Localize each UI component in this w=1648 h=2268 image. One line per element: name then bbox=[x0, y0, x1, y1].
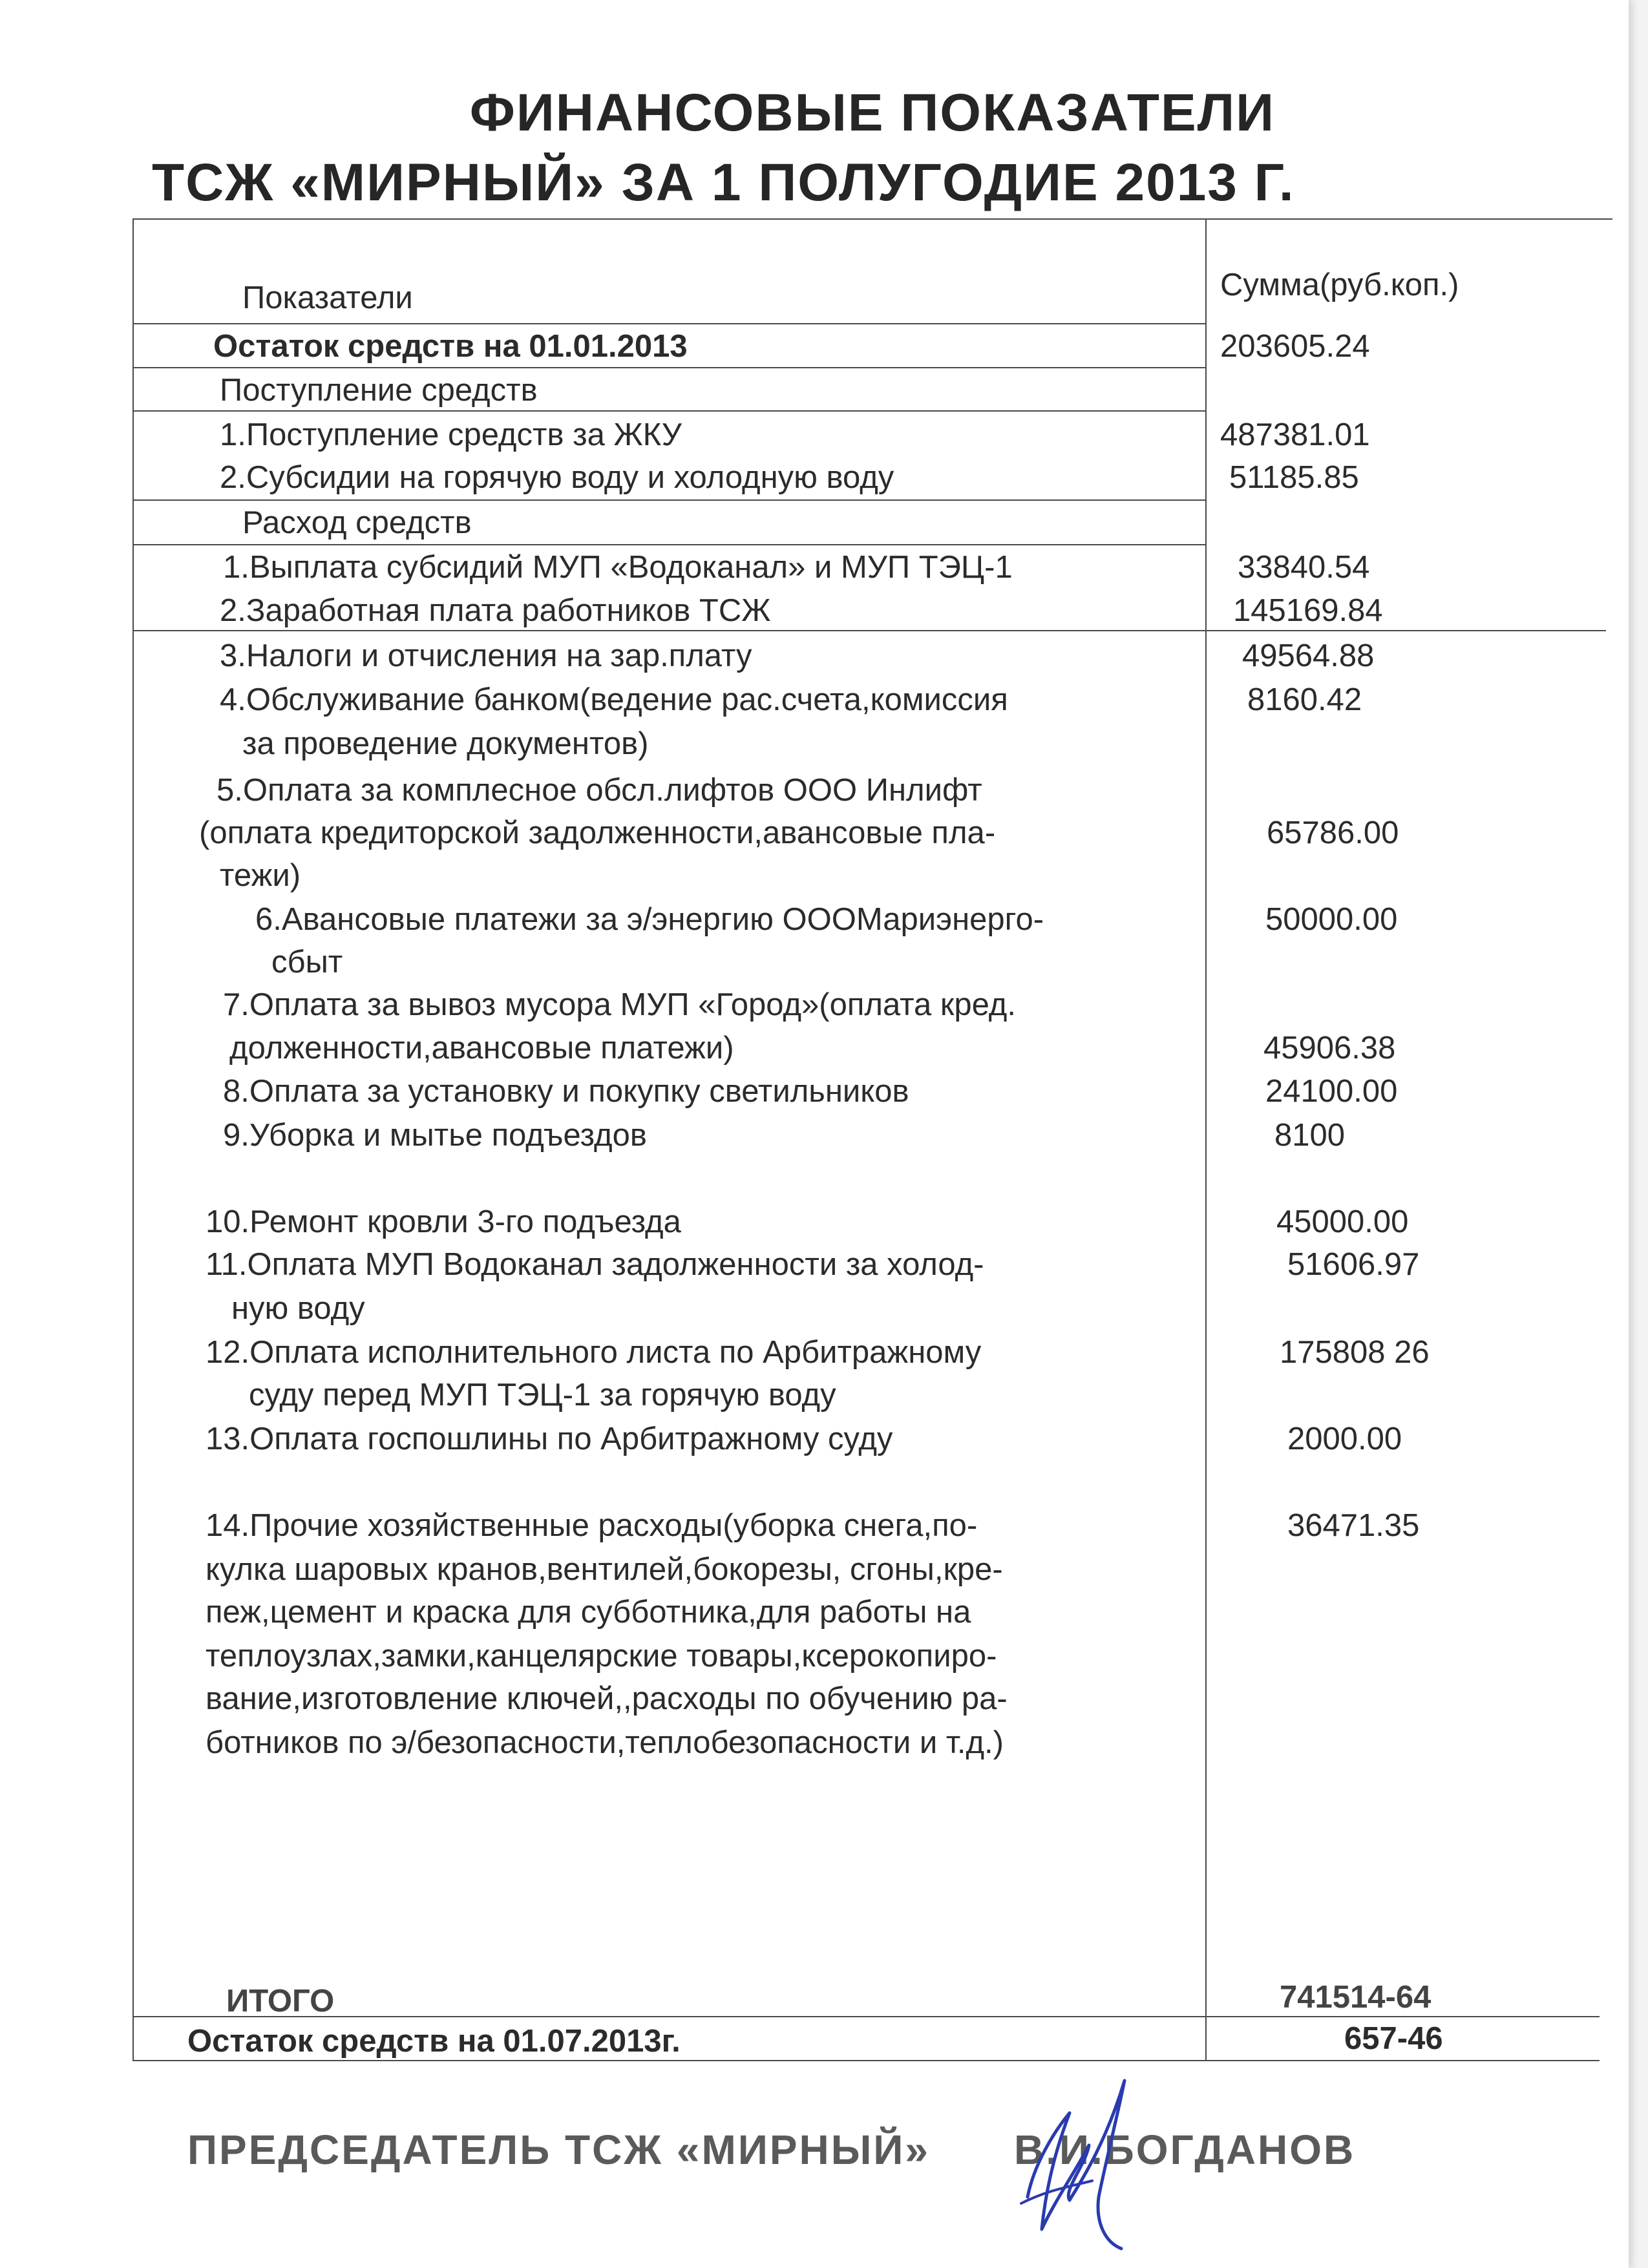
row-border bbox=[132, 499, 1205, 501]
signatory-position: ПРЕДСЕДАТЕЛЬ ТСЖ «МИРНЫЙ» bbox=[187, 2126, 930, 2173]
expense-item-value: 49564.88 bbox=[1242, 638, 1375, 673]
expense-item-value: 2000.00 bbox=[1287, 1422, 1402, 1456]
expense-item-label-cont: ную воду bbox=[231, 1291, 365, 1326]
closing-balance-value: 657-46 bbox=[1344, 2021, 1443, 2056]
total-value: 741514-64 bbox=[1280, 1980, 1431, 2015]
income-item-label: 1.Поступление средств за ЖКУ bbox=[220, 417, 682, 452]
expense-item-label-cont: пеж,цемент и краска для субботника,для работы на bbox=[206, 1595, 971, 1630]
expense-item-label: 10.Ремонт кровли 3-го подъезда bbox=[206, 1204, 681, 1239]
expense-item-value: 24100.00 bbox=[1265, 1074, 1398, 1109]
expense-item-value: 8160.42 bbox=[1247, 682, 1362, 717]
expense-item-value: 8100 bbox=[1274, 1118, 1346, 1153]
expense-item-value: 175808 26 bbox=[1280, 1335, 1430, 1370]
expense-item-label-cont: долженности,авансовые платежи) bbox=[229, 1031, 734, 1066]
opening-balance-label: Остаток средств на 01.01.2013 bbox=[213, 329, 688, 364]
income-item-value: 51185.85 bbox=[1229, 460, 1359, 495]
column-divider bbox=[1205, 218, 1207, 2060]
expense-item-label-cont: ботников по э/безопасности,теплобезопасности и т.д.) bbox=[206, 1725, 1004, 1760]
expense-item-label: 5.Оплата за комплесное обсл.лифтов ООО Инлифт bbox=[217, 773, 982, 808]
expense-item-label: 4.Обслуживание банком(ведение рас.счета,комиссия bbox=[220, 682, 1008, 717]
expense-item-label-cont: сбыт bbox=[271, 945, 343, 980]
expense-item-label: 9.Уборка и мытье подъездов bbox=[223, 1118, 647, 1153]
expense-item-label-cont: теплоузлах,замки,канцелярские товары,ксерокопиро- bbox=[206, 1639, 997, 1674]
income-item-value: 487381.01 bbox=[1220, 417, 1370, 452]
column-header-sum: Сумма(руб.коп.) bbox=[1220, 268, 1459, 302]
expense-item-value: 36471.35 bbox=[1287, 1508, 1420, 1543]
expense-item-label: 11.Оплата МУП Водоканал задолженности за холод- bbox=[206, 1247, 984, 1282]
expense-item-value: 50000.00 bbox=[1265, 902, 1398, 937]
expense-item-value: 145169.84 bbox=[1233, 593, 1383, 628]
header-row-border bbox=[132, 323, 1205, 324]
column-header-indicators: Показатели bbox=[242, 280, 413, 315]
expense-item-value: 65786.00 bbox=[1267, 815, 1399, 850]
expense-item-label-cont: (оплата кредиторской задолженности,авансовые пла- bbox=[199, 815, 996, 850]
expense-item-label: 2.Заработная плата работников ТСЖ bbox=[220, 593, 771, 628]
expense-item-label: 1.Выплата субсидий МУП «Водоканал» и МУП ТЭЦ-1 bbox=[223, 550, 1013, 585]
expense-item-value: 45906.38 bbox=[1263, 1031, 1396, 1066]
document-title-line1: ФИНАНСОВЫЕ ПОКАЗАТЕЛИ bbox=[469, 83, 1276, 142]
total-label: ИТОГО bbox=[226, 1984, 335, 2019]
expense-item-label: 12.Оплата исполнительного листа по Арбитражному bbox=[206, 1335, 982, 1370]
expense-item-value: 45000.00 bbox=[1276, 1204, 1409, 1239]
expense-item-label: 8.Оплата за установку и покупку светильников bbox=[223, 1074, 909, 1109]
signatory-name: В.И.БОГДАНОВ bbox=[1013, 2126, 1356, 2173]
opening-balance-value: 203605.24 bbox=[1220, 329, 1370, 364]
expense-item-label: 13.Оплата госпошлины по Арбитражному суду bbox=[206, 1422, 893, 1456]
row-border bbox=[132, 544, 1205, 545]
signatory-line bbox=[187, 2126, 1355, 2174]
expense-item-label-cont: кулка шаровых кранов,вентилей,бокорезы, сгоны,кре- bbox=[206, 1552, 1003, 1587]
expense-item-value: 51606.97 bbox=[1287, 1247, 1420, 1282]
expense-item-label-cont: вание,изготовление ключей,,расходы по обучению ра- bbox=[206, 1681, 1008, 1716]
expense-item-label: 14.Прочие хозяйственные расходы(уборка снега,по- bbox=[206, 1508, 978, 1543]
expense-item-label: 3.Налоги и отчисления на зар.плату bbox=[220, 638, 752, 673]
expense-item-label-cont: за проведение документов) bbox=[242, 726, 649, 761]
income-item-label: 2.Субсидии на горячую воду и холодную воду bbox=[220, 460, 894, 495]
expense-item-label-cont: тежи) bbox=[220, 858, 301, 893]
handwritten-signature bbox=[1008, 2035, 1157, 2268]
document-title-line2: ТСЖ «МИРНЫЙ» ЗА 1 ПОЛУГОДИЕ 2013 Г. bbox=[152, 153, 1295, 212]
expense-section-header: Расход средств bbox=[242, 505, 472, 540]
expense-item-label: 6.Авансовые платежи за э/энергию ОООМариэнерго- bbox=[255, 902, 1044, 937]
expense-item-label-cont: суду перед МУП ТЭЦ-1 за горячую воду bbox=[249, 1378, 836, 1412]
expense-item-label: 7.Оплата за вывоз мусора МУП «Город»(оплата кред. bbox=[223, 987, 1016, 1022]
closing-balance-label: Остаток средств на 01.07.2013г. bbox=[187, 2024, 681, 2059]
table-left-border bbox=[132, 218, 134, 2060]
table-top-border bbox=[132, 218, 1612, 220]
expense-item-value: 33840.54 bbox=[1238, 550, 1370, 585]
signature-stroke bbox=[1028, 2081, 1125, 2249]
income-section-header: Поступление средств bbox=[220, 373, 538, 408]
